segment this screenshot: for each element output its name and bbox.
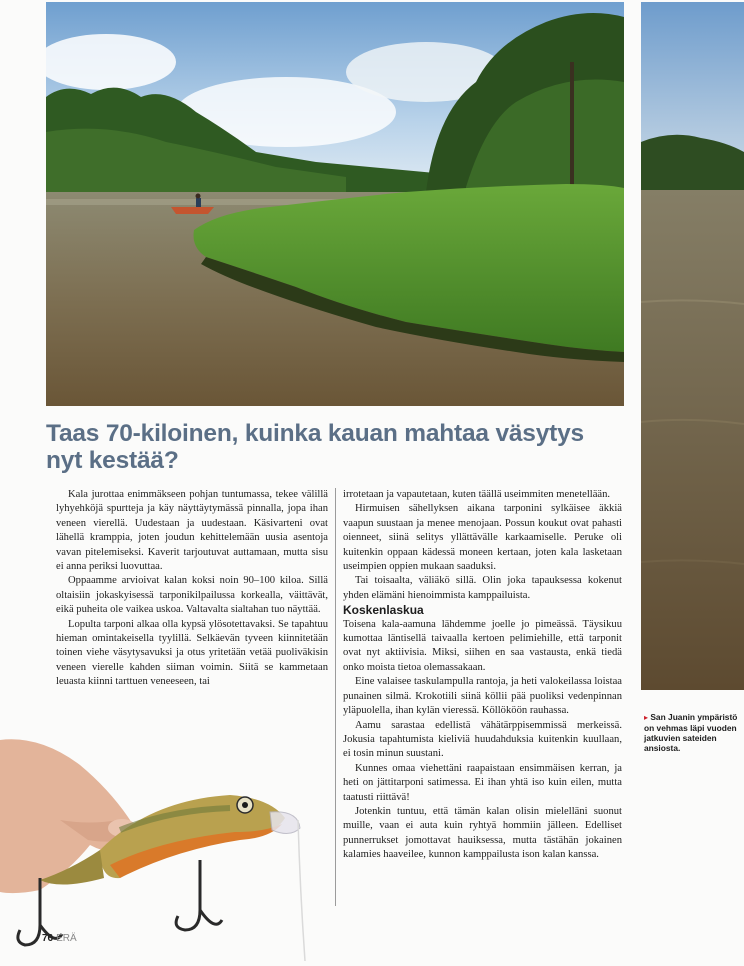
river-photo <box>46 2 624 406</box>
paragraph: Tai toisaalta, väliäkö sillä. Olin joka tapauksessa kokenut yhden elämäni hienoimmista kamppailuista. <box>343 575 622 601</box>
column-divider <box>335 488 336 906</box>
section-subheading: Koskenlaskua <box>343 603 424 618</box>
paragraph: Lopulta tarponi alkaa olla kypsä ylösotettavaksi. Se tapahtuu hieman omintakeisella tyylillä. Selkäevän tyveen kiinnitetään toinen viehe väsytysavuksi ja otus yritetään vetää puoliväkisin veneen vierelle kahden siiman voimin. Siitä se kammetaan leuasta kiinni tarttuen veneeseen, tai <box>56 618 328 688</box>
paragraph: irrotetaan ja vapautetaan, kuten täällä useimmiten menetellään. <box>343 489 611 500</box>
paragraph: Jotenkin tuntuu, että tämän kalan olisin mielelläni suonut muille, vaan ei auta kuin ryhtyä hommiin jälleen. Edelliset punnerrukset jomottavat hauiksessa, mutta tästähän jokainen kalamies haaveilee, kunnon kamppailusta ison kalan kanssa. <box>343 805 622 861</box>
page-folio <box>42 933 77 944</box>
fishing-lure-photo <box>0 720 320 961</box>
paragraph: Kala jurottaa enimmäkseen pohjan tuntumassa, tekee välillä lyhyehköjä spurtteja ja käy näyttäytymässä pinnalla, jopa ihan veneen vierellä. Uudestaan ja uudestaan. Käsivarteni ovat lähellä kramppia, joten joudun kehittelemään uusia asentoja vavan pitelemiseksi. Kaverit tarjoutuvat auttamaan, mutta sisu ei anna periksi luovuttaa. <box>56 489 328 573</box>
article-column-2 <box>343 488 622 863</box>
magazine-name: ERÄ <box>56 933 77 944</box>
article-column-1 <box>56 488 328 690</box>
paragraph: Hirmuisen sähellyksen aikana tarponini sylkäisee äkkiä vaapun suustaan ja menee menojaan. Possun koukut ovat pahasti oienneet, siinä selitys yllättävälle karkaamiselle. Peruke oli kuitenkin oppaan kädessä moneen kertaan, joten kala lasketaan useimpien oppien mukaan saaduksi. <box>343 503 622 573</box>
paragraph: Toisena kala-aamuna lähdemme joelle jo pimeässä. Täysikuu kumottaa läntisellä taivaalla kertoen pelimiehille, että tarponit ovat nyt aktiivisia. Miksi, siihen en saa vastausta, enkä tiedä onko moista tietoa olemassakaan. <box>343 618 622 673</box>
paragraph: Oppaamme arvioivat kalan koksi noin 90–100 kiloa. Sillä oltaisiin jokaskyisessä tarponikilpailussa korkealla, väittävät, eikä puheita ole vaikea uskoa. Valtavalta sialtahan tuo näyttää. <box>56 575 328 616</box>
paragraph: Eine valaisee taskulampulla rantoja, ja heti valokeilassa loistaa punainen silmä. Krokotiili siinä köllii pää puoliksi vedenpinnan yläpuolella, ihan kylän vieressä. Köllököön rauhassa. <box>343 676 622 717</box>
paragraph: Aamu sarastaa edellistä vähätärppisemmissä merkeissä. Jokusia tapahtumista kieliviä huudahduksia kuitenkin kuullaan, ei tosin minun suustani. <box>343 719 622 760</box>
lure-illustration <box>0 720 320 961</box>
caption-marker-icon: ▸ <box>644 713 649 722</box>
page-number: 76 <box>42 933 54 944</box>
river-photo-illustration <box>46 2 624 406</box>
side-river-photo <box>641 2 744 690</box>
side-photo-illustration <box>641 2 744 690</box>
photo-caption <box>644 712 742 753</box>
caption-text: San Juanin ympäristö on vehmas läpi vuoden jatkuvien sateiden ansiosta. <box>644 712 738 753</box>
paragraph: Kunnes omaa viehettäni raapaistaan ensimmäisen kerran, ja heti on jättitarponi satimessa. Ei ihan yhtä iso kuin eilen, mutta taatusti riittävä! <box>343 762 622 803</box>
article-headline: Taas 70-kiloinen, kuinka kauan mahtaa väsytys nyt kestää? <box>46 420 584 474</box>
